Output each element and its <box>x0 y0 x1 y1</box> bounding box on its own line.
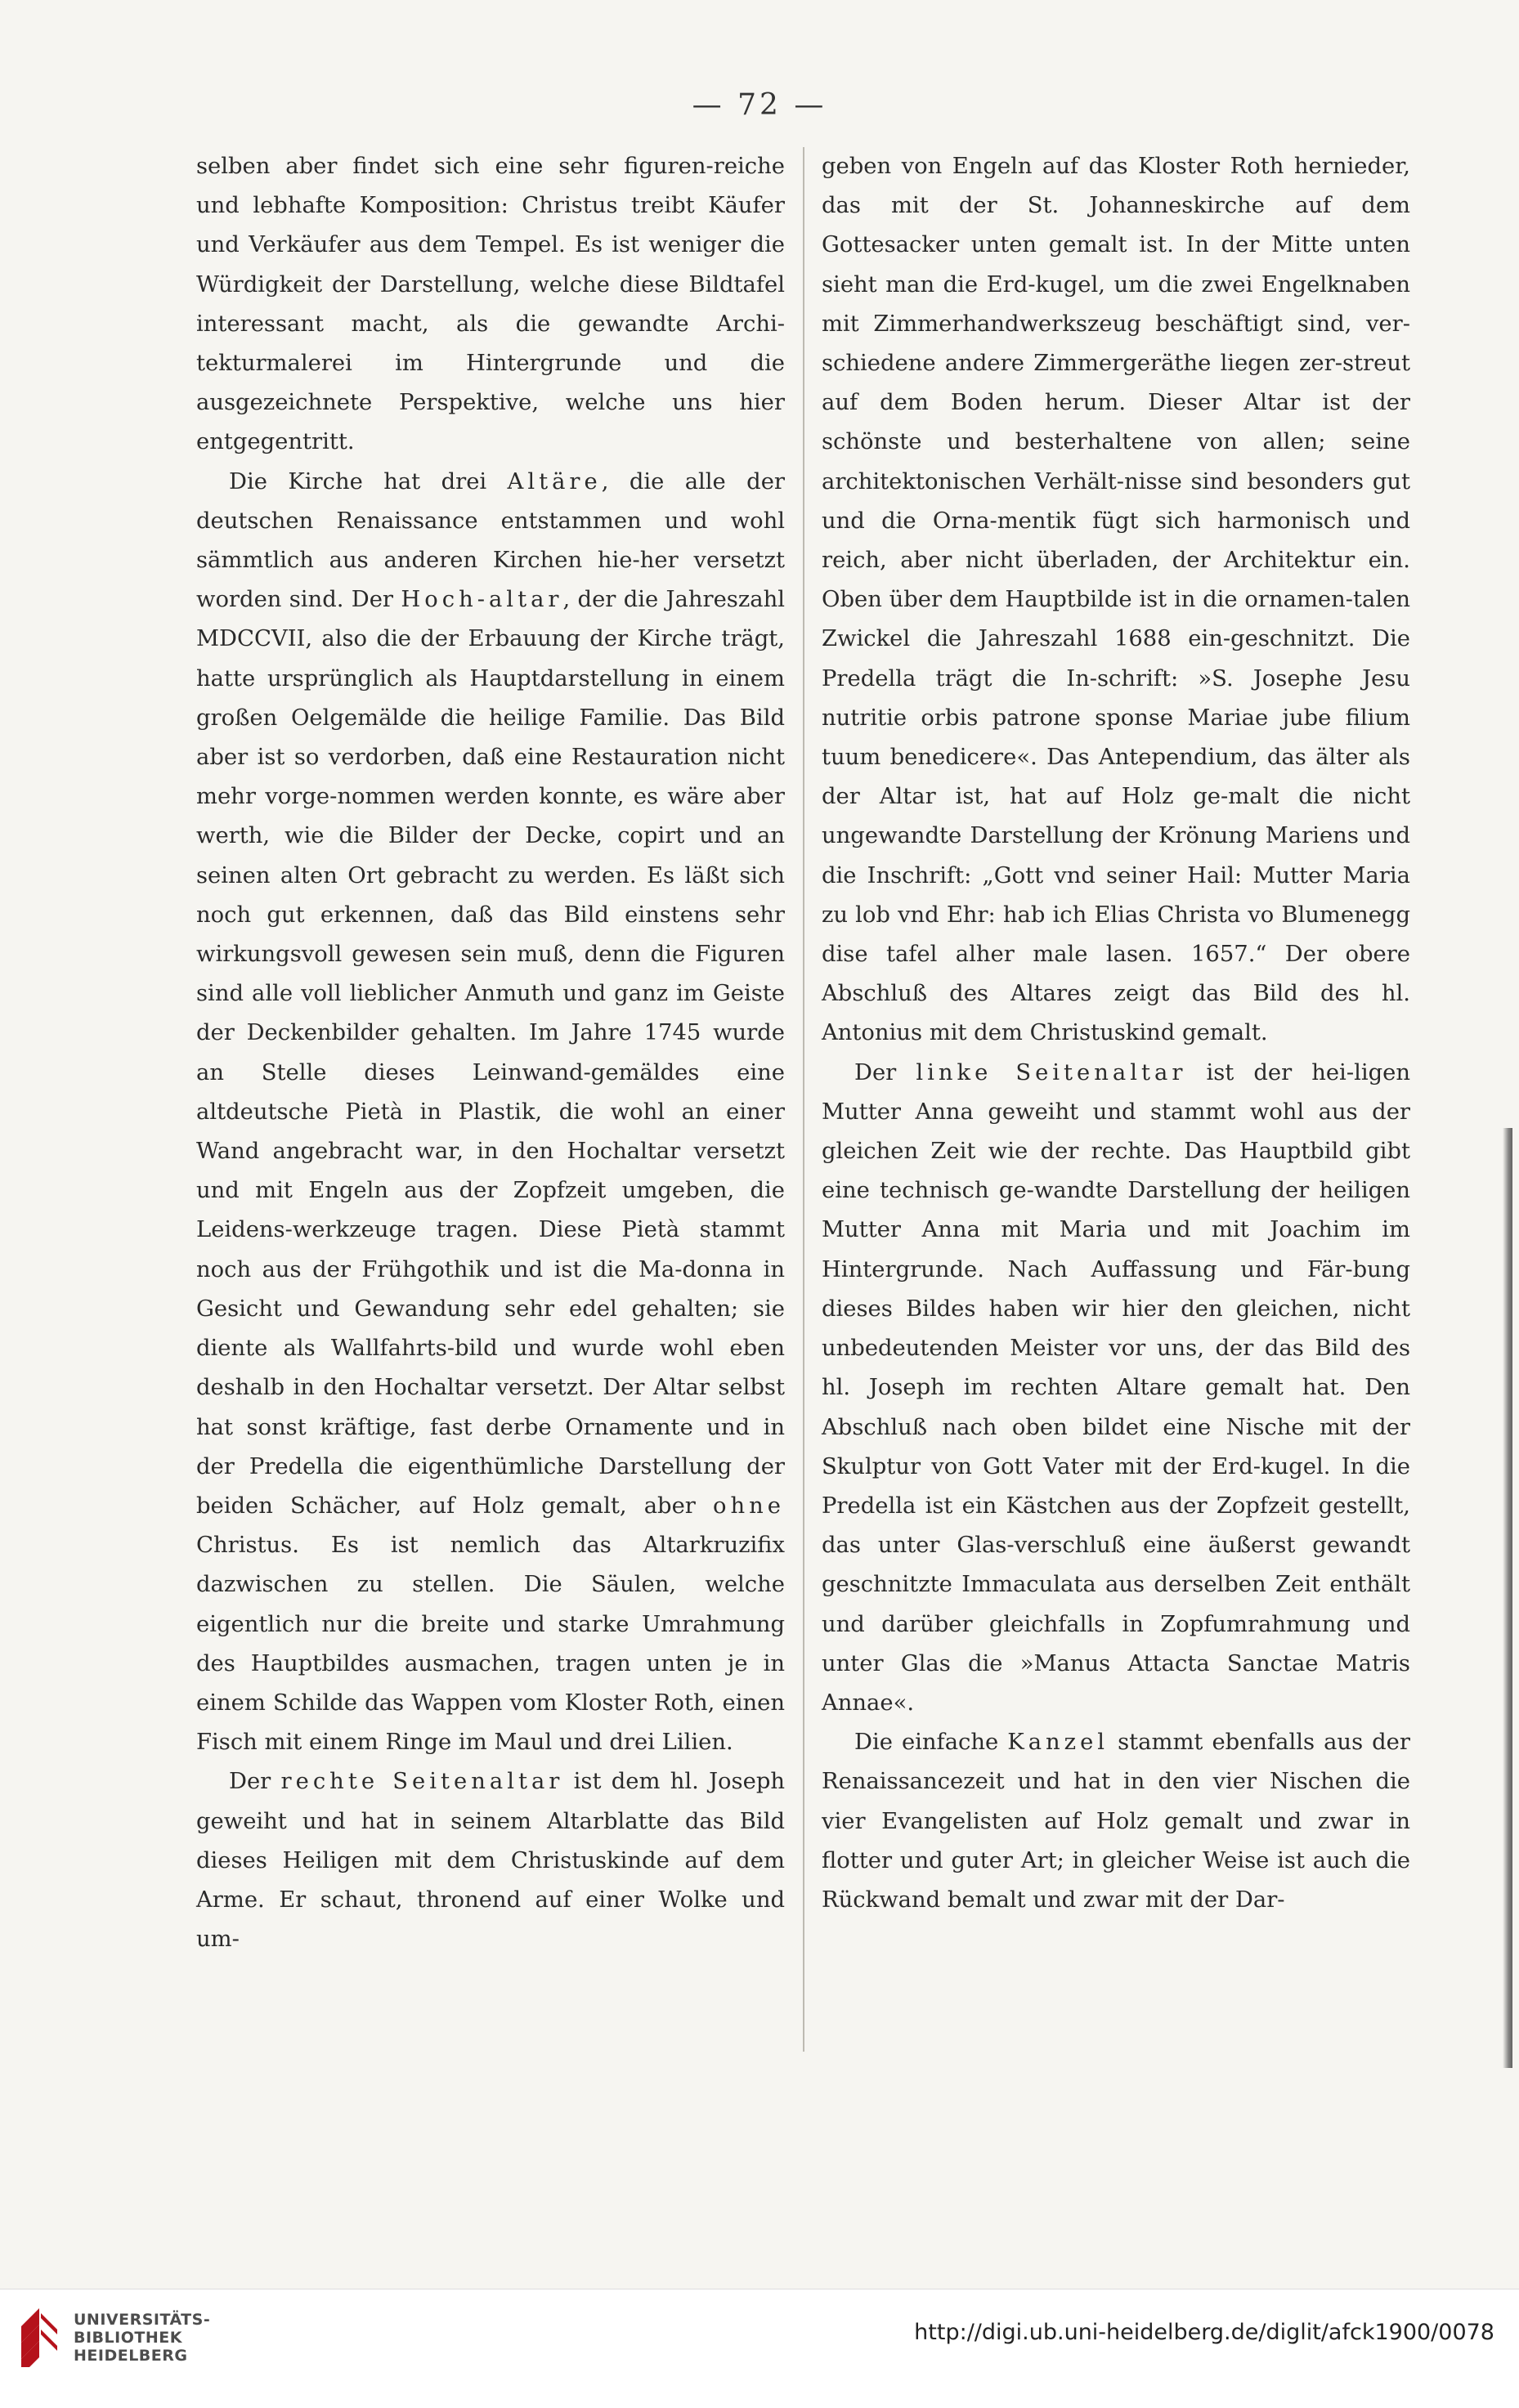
page-number: — 72 — <box>692 88 827 122</box>
paragraph: Die Kirche hat drei Altäre, die alle der deutschen Renaissance entstammen und wohl sämmtlich aus anderen Kirchen hie-her versetzt worden sind. Der Hoch-altar, der die Jahreszahl MDCCVII, also die der Erbauung der Kirche trägt, hatte ursprünglich als Hauptdarstellung in einem großen Oelgemälde die heilige Familie. Das Bild aber ist so verdorben, daß eine Restauration nicht mehr vorge-nommen werden konnte, es wäre aber werth, wie die Bilder der Decke, copirt und an seinen alten Ort gebracht zu werden. Es läßt sich noch gut erkennen, daß das Bild einstens sehr wirkungsvoll gewesen sein muß, denn die Figuren sind alle voll lieblicher Anmuth und ganz im Geiste der Deckenbilder gehalten. Im Jahre 1745 wurde an Stelle dieses Leinwand-gemäldes eine altdeutsche Pietà in Plastik, die wohl an einer Wand angebracht war, in den Hochaltar versetzt und mit Engeln aus der Zopfzeit umgeben, die Leidens-werkzeuge tragen. Diese Pietà stammt noch aus der Frühgothik und ist die Ma-donna in Gesicht und Gewandung sehr edel gehalten; sie diente als Wallfahrts-bild und wurde wohl eben deshalb in den Hochaltar versetzt. Der Altar selbst hat sonst kräftige, fast derbe Ornamente und in der Predella die eigenthümliche Darstellung der beiden Schächer, auf Holz gemalt, aber ohne Christus. Es ist nemlich das Altarkruzifix dazwischen zu stellen. Die Säulen, welche eigentlich nur die breite und starke Umrahmung des Hauptbildes ausmachen, tragen unten je in einem Schilde das Wappen vom Kloster Roth, einen Fisch mit einem Ringe im Maul und drei Lilien. <box>196 468 785 1756</box>
logo-text-line: UNIVERSITÄTS- <box>74 2311 211 2329</box>
footer-bar <box>0 2289 1519 2408</box>
emphasis-spaced: linke Seitenaltar <box>916 1059 1187 1085</box>
emphasis-spaced: Kanzel <box>1007 1730 1109 1756</box>
logo-text-line: HEIDELBERG <box>74 2347 188 2365</box>
left-column <box>196 147 785 1959</box>
paragraph: Der rechte Seitenaltar ist dem hl. Joseph geweiht und hat in seinem Altarblatte das Bild dieses Heiligen mit dem Christuskinde auf dem Arme. Er schaut, thronend auf einer Wolke und um- <box>196 1769 785 1953</box>
right-column <box>822 147 1410 1920</box>
paragraph: selben aber findet sich eine sehr figuren-reiche und lebhafte Komposition: Christus treibt Käufer und Verkäufer aus dem Tempel. Es ist weniger die Würdigkeit der Darstellung, welche diese Bildtafel interessant macht, als die gewandte Archi-tekturmalerei im Hintergrunde und die ausgezeichnete Perspektive, welche uns hier entgegentritt. <box>196 154 785 455</box>
paragraph: geben von Engeln auf das Kloster Roth hernieder, das mit der St. Johanneskirche auf dem Gottesacker unten gemalt ist. In der Mitte unten sieht man die Erd-kugel, um die zwei Engelknaben mit Zimmerhandwerkszeug beschäftigt sind, ver-schiedene andere Zimmergeräthe liegen zer-streut auf dem Boden herum. Dieser Altar ist der schönste und besterhaltene von allen; seine architektonischen Verhält-nisse sind besonders gut und die Orna-mentik fügt sich harmonisch und reich, aber nicht überladen, der Architektur ein. Oben über dem Hauptbilde ist in die ornamen-talen Zwickel die Jahreszahl 1688 ein-geschnitzt. Die Predella trägt die In-schrift: »S. Josephe Jesu nutritie orbis patrone sponse Mariae jube filium tuum benedicere«. Das Antependium, das älter als der Altar ist, hat auf Holz ge-malt die nicht ungewandte Darstellung der Krönung Mariens und die Inschrift: „Gott vnd seiner Hail: Mutter Maria zu lob vnd Ehr: hab ich Elias Christa vo Blumenegg dise tafel alher male lasen. 1657.“ Der obere Abschluß des Altares zeigt das Bild des hl. Antonius mit dem Christuskind gemalt. <box>822 154 1410 1046</box>
library-logo <box>16 2305 210 2370</box>
paragraph: Die einfache Kanzel stammt ebenfalls aus der Renaissancezeit und hat in den vier Nischen die vier Evangelisten auf Holz gemalt und zwar in flotter und guter Art; in gleicher Weise ist auch die Rückwand bemalt und zwar mit der Dar- <box>822 1730 1410 1913</box>
source-url-link[interactable]: http://digi.ub.uni-heidelberg.de/diglit/afck1900/0078 <box>914 2320 1494 2345</box>
column-divider <box>803 147 804 2052</box>
emphasis-spaced: Altäre <box>507 468 602 495</box>
logo-text-line: BIBLIOTHEK <box>74 2329 182 2347</box>
emphasis-spaced: rechte Seitenaltar <box>280 1769 564 1795</box>
paragraph: Der linke Seitenaltar ist der hei-ligen Mutter Anna geweiht und stammt wohl aus der gleichen Zeit wie der rechte. Das Hauptbild gibt eine technisch ge-wandte Darstellung der heiligen Mutter Anna mit Maria und mit Joachim im Hintergrunde. Nach Auffassung und Fär-bung dieses Bildes haben wir hier den gleichen, nicht unbedeutenden Meister vor uns, der das Bild des hl. Joseph im rechten Altare gemalt hat. Den Abschluß nach oben bildet eine Nische mit der Skulptur von Gott Vater mit der Erd-kugel. In die Predella ist ein Kästchen aus der Zopfzeit gestellt, das unter Glas-verschluß eine äußerst gewandt geschnitzte Immaculata aus derselben Zeit enthält und darüber gleichfalls in Zopfumrahmung und unter Glas die »Manus Attacta Sanctae Matris Annae«. <box>822 1059 1410 1716</box>
emphasis-spaced: Hoch-altar <box>401 587 563 613</box>
library-logo-icon <box>16 2305 62 2370</box>
page-edge-shadow <box>1503 1128 1512 2068</box>
emphasis-spaced: ohne <box>713 1493 785 1519</box>
